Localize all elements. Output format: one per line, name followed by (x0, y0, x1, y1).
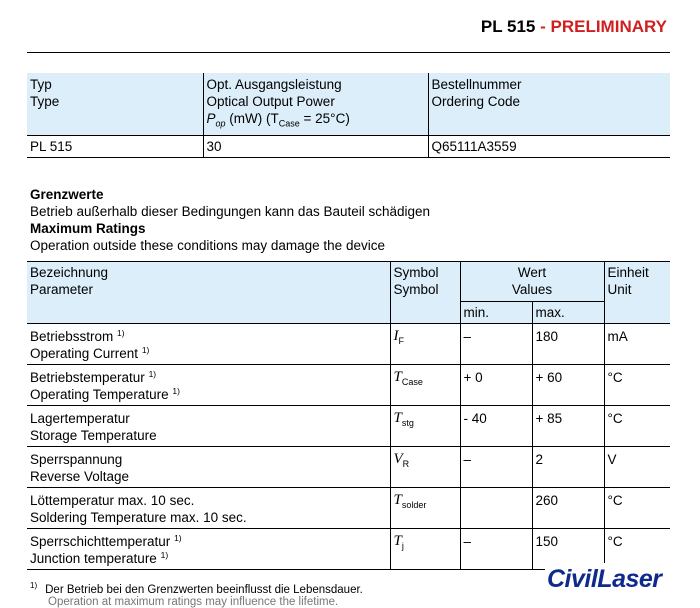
max-cell: 2 (532, 447, 604, 488)
min-cell (460, 488, 532, 529)
power-unit: (mW) (T (225, 111, 279, 126)
parameter-de: Betriebstemperatur (30, 370, 145, 385)
header-en: Values (511, 282, 553, 297)
case-sub: Case (278, 118, 300, 129)
table-row (27, 324, 670, 365)
max-header: max. (532, 302, 604, 324)
unit-cell: °C (604, 365, 670, 406)
parameter-de: Sperrspannung (30, 452, 123, 467)
parameter-en: Operating Temperature (30, 387, 169, 402)
table-row (27, 365, 670, 406)
header-en: Unit (607, 282, 632, 297)
footnote-ref: 1) (172, 386, 180, 396)
min-cell: - 40 (460, 406, 532, 447)
symbol-cell (390, 406, 460, 447)
unit-cell: °C (604, 406, 670, 447)
symbol-cell (390, 529, 460, 570)
header-de: Wert (517, 265, 547, 280)
header-en: Ordering Code (431, 94, 521, 109)
product-name: PL 515 (480, 17, 536, 36)
parameter-cell (27, 488, 390, 529)
parameter-header (27, 262, 390, 324)
footnote (30, 581, 363, 596)
parameter-cell (27, 324, 390, 365)
header-de: Bestellnummer (431, 77, 522, 92)
header-en: Optical Output Power (206, 94, 335, 109)
symbol-sub: stg (401, 418, 414, 428)
power-symbol: P (206, 111, 216, 126)
header-de: Typ (30, 77, 52, 92)
footnote-ref: 1) (148, 369, 157, 379)
header-rule (27, 52, 670, 53)
parameter-cell (27, 406, 390, 447)
symbol-sub: j (401, 541, 404, 551)
footnote-cut: Operation at maximum ratings may influence the lifetime. (48, 596, 339, 608)
min-cell: – (460, 529, 532, 570)
footnote-ref: 1) (141, 345, 150, 355)
symbol: T (393, 533, 402, 549)
min-header: min. (460, 302, 532, 324)
footnote-ref: 1) (174, 533, 182, 543)
ratings-table (27, 261, 670, 570)
footnote-text: Der Betrieb bei den Grenzwerten beeinflusst die Lebensdauer. (45, 583, 363, 596)
symbol-cell (390, 324, 460, 365)
unit-cell: V (604, 447, 670, 488)
symbol-sub: Case (401, 377, 423, 387)
symbol-cell (390, 365, 460, 406)
parameter-en: Storage Temperature (30, 428, 157, 443)
max-cell: 180 (532, 324, 604, 365)
header-en: Symbol (393, 282, 439, 297)
limits-title-en: Maximum Ratings (30, 221, 146, 236)
parameter-en: Reverse Voltage (30, 469, 130, 484)
header-de: Symbol (393, 265, 439, 280)
parameter-de: Betriebsstrom (30, 329, 114, 344)
header-de: Einheit (607, 265, 649, 280)
header-en: Type (30, 94, 60, 109)
header-de: Opt. Ausgangsleistung (206, 77, 342, 92)
footnote-mark: 1) (30, 581, 38, 590)
symbol: T (393, 369, 402, 385)
power-symbol-sub: op (215, 118, 226, 129)
min-cell: – (460, 324, 532, 365)
parameter-en: Operating Current (30, 346, 139, 361)
ratings-header-row (27, 262, 670, 302)
symbol: I (393, 328, 399, 344)
unit-cell: mA (604, 324, 670, 365)
parameter-cell (27, 365, 390, 406)
header-en: Parameter (30, 282, 94, 297)
unit-header (604, 262, 670, 324)
symbol-header (390, 262, 460, 324)
ordering-code-value: Q65111A3559 (428, 135, 670, 157)
max-cell: 260 (532, 488, 604, 529)
footnote-ref: 1) (160, 550, 169, 560)
symbol-sub: R (402, 459, 410, 469)
preliminary-label: PRELIMINARY (550, 17, 667, 36)
limits-text-de: Betrieb außerhalb dieser Bedingungen kann das Bauteil schädigen (30, 204, 431, 219)
symbol: V (393, 451, 403, 467)
watermark-logo: CivilLaser (545, 563, 695, 595)
max-cell: + 60 (532, 365, 604, 406)
type-value: PL 515 (27, 135, 203, 157)
min-cell: + 0 (460, 365, 532, 406)
symbol-sub: solder (401, 500, 427, 510)
type-table-row (27, 135, 670, 157)
unit-cell: °C (604, 529, 670, 570)
table-row (27, 488, 670, 529)
limits-section (30, 186, 430, 254)
symbol: T (393, 410, 402, 426)
power-value: 30 (203, 135, 428, 157)
table-row (27, 447, 670, 488)
parameter-cell (27, 447, 390, 488)
power-header (203, 73, 428, 135)
parameter-en: Junction temperature (30, 551, 157, 566)
values-header (460, 262, 604, 302)
table-row (27, 406, 670, 447)
parameter-cell (27, 529, 390, 570)
parameter-de: Löttemperatur max. 10 sec. (30, 493, 195, 508)
symbol-cell (390, 488, 460, 529)
symbol-cell (390, 447, 460, 488)
symbol: T (393, 492, 402, 508)
limits-text-en: Operation outside these conditions may damage the device (30, 238, 385, 253)
parameter-en: Soldering Temperature max. 10 sec. (30, 510, 247, 525)
unit-cell: °C (604, 488, 670, 529)
parameter-de: Sperrschichttemperatur (30, 534, 171, 549)
header-de: Bezeichnung (30, 265, 109, 280)
max-cell: + 85 (532, 406, 604, 447)
type-header (27, 73, 203, 135)
parameter-de: Lagertemperatur (30, 411, 130, 426)
type-table-header (27, 73, 670, 135)
symbol-sub: F (398, 336, 404, 346)
type-table (27, 73, 670, 158)
footnote-ref: 1) (117, 328, 125, 338)
ordering-header (428, 73, 670, 135)
case-temp: = 25°C) (299, 111, 350, 126)
header-separator: - (535, 17, 551, 36)
max-cell: 150 (532, 529, 604, 570)
limits-title-de: Grenzwerte (30, 187, 104, 202)
min-cell: – (460, 447, 532, 488)
page-header (481, 17, 667, 37)
